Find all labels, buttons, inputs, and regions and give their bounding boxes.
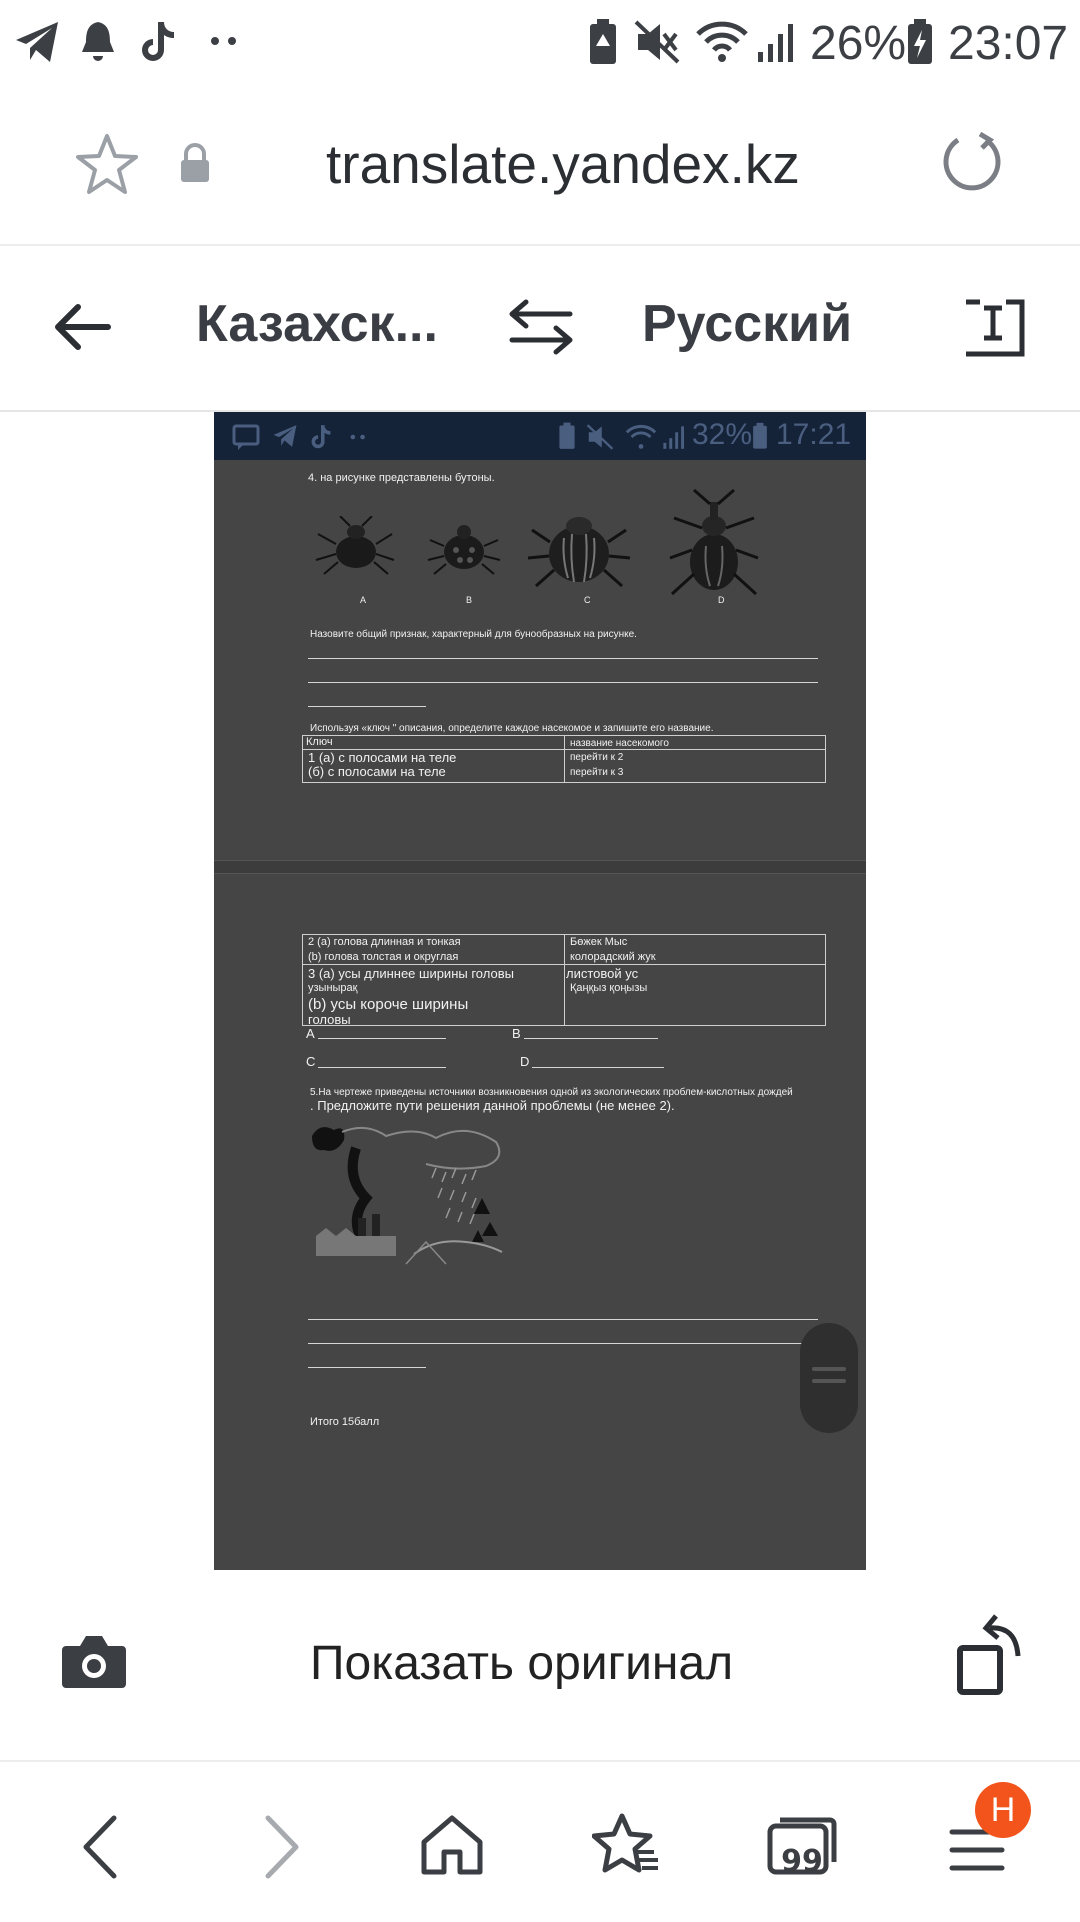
table-row-left: головы — [308, 1012, 351, 1027]
tiktok-icon — [310, 424, 332, 450]
document-status-bar — [214, 412, 866, 460]
battery-percent: 26% — [810, 17, 907, 70]
text-frame-icon[interactable] — [962, 298, 1026, 358]
answer-label-b: B — [512, 1026, 521, 1041]
reload-icon[interactable] — [940, 130, 1004, 194]
beetle-b-image — [424, 520, 504, 578]
key-instruction: Используя «ключ " описания, определите каждое насекомое и запишите его название. — [310, 723, 714, 734]
show-original-button[interactable]: Показать оригинал — [310, 1637, 734, 1690]
beetle-label-b: B — [466, 595, 473, 605]
table-divider — [564, 735, 565, 783]
translated-document[interactable] — [214, 412, 866, 1570]
star-bookmark-icon[interactable] — [74, 132, 140, 196]
telegram-icon — [272, 424, 298, 448]
table-row-right: листовой ус — [566, 966, 639, 981]
back-arrow-icon[interactable] — [52, 302, 112, 352]
table-row-right: колорадский жук — [570, 951, 656, 963]
table-header-insect-name: название насекомого — [570, 738, 669, 749]
mute-icon — [634, 20, 680, 64]
table-row-right: перейти к 3 — [570, 767, 624, 778]
answer-line — [308, 1319, 818, 1320]
question-5-title: 5.На чертеже приведены источники возникновения одной из экологических проблем-кислотных дождей — [310, 1087, 793, 1098]
target-language[interactable]: Русский — [642, 295, 853, 353]
clock: 23:07 — [948, 17, 1069, 70]
bell-icon — [78, 20, 118, 64]
tiktok-icon — [140, 20, 176, 64]
telegram-icon — [14, 20, 60, 64]
battery-charging-icon — [906, 18, 934, 66]
battery-saver-icon — [558, 422, 576, 450]
question-4-title: 4. на рисунке представлены бутоны. — [308, 472, 495, 484]
beetle-label-c: C — [584, 595, 591, 605]
answer-line — [308, 658, 818, 659]
total-score: Итого 15балл — [310, 1416, 380, 1428]
answer-line — [532, 1067, 664, 1068]
bookmarks-star-icon[interactable] — [592, 1812, 662, 1878]
table-row-left: 3 (а) усы длиннее ширины головы — [308, 966, 514, 981]
beetle-d-image — [664, 488, 764, 598]
forward-icon[interactable] — [262, 1814, 302, 1880]
answer-line — [524, 1038, 658, 1039]
lock-icon — [178, 142, 212, 184]
question-4-prompt: Назовите общий признак, характерный для бунообразных на рисунке. — [310, 629, 637, 640]
answer-label-a: A — [306, 1026, 315, 1041]
acid-rain-illustration — [306, 1118, 506, 1266]
chat-icon — [232, 424, 260, 450]
signal-icon — [756, 20, 796, 64]
table-row-right: Қаңқыз қоңызы — [570, 982, 648, 994]
more-dots-icon — [210, 36, 238, 46]
answer-line — [318, 1038, 446, 1039]
beetle-a-image — [312, 516, 398, 578]
more-dots-icon — [350, 434, 366, 440]
question-5-subtitle: . Предложите пути решения данной проблемы (не менее 2). — [310, 1098, 675, 1113]
status-bar — [0, 0, 1080, 86]
answer-line — [308, 1367, 426, 1368]
menu-notification-badge: Н — [975, 1782, 1031, 1838]
wifi-icon — [694, 20, 750, 64]
table-row-right: Бөжек Мыс — [570, 936, 628, 948]
answer-line — [308, 1343, 818, 1344]
table-row-left: (b) усы короче ширины — [308, 996, 469, 1013]
answer-label-c: C — [306, 1054, 316, 1069]
battery-saver-icon — [588, 18, 618, 66]
table-row-left: (b) голова толстая и округлая — [308, 951, 459, 963]
mute-icon — [586, 424, 614, 450]
url-text[interactable]: translate.yandex.kz — [326, 133, 800, 195]
language-bar — [0, 246, 1080, 412]
source-language[interactable]: Казахск... — [196, 295, 438, 353]
wifi-icon — [624, 424, 658, 450]
table-header-key: Ключ — [306, 736, 333, 748]
table-divider — [302, 964, 826, 965]
document-clock: 17:21 — [776, 418, 852, 451]
camera-icon[interactable] — [60, 1632, 128, 1690]
battery-icon — [752, 422, 768, 450]
beetle-label-a: A — [360, 595, 367, 605]
signal-icon — [662, 424, 686, 450]
home-icon[interactable] — [420, 1814, 484, 1876]
tabs-count: 99 — [781, 1844, 823, 1879]
scroll-handle-grip — [812, 1379, 846, 1383]
document-battery-percent: 32% — [692, 418, 753, 451]
beetle-label-d: D — [718, 595, 725, 605]
rotate-icon[interactable] — [956, 1612, 1030, 1696]
table-row-left: (б) с полосами на теле — [308, 764, 446, 779]
table-row-left: 2 (а) голова длинная и тонкая — [308, 936, 461, 948]
answer-line — [308, 706, 426, 707]
table-row-left: узынырақ — [308, 982, 358, 994]
page-separator — [214, 860, 866, 874]
bottom-navigation — [0, 1760, 1080, 1922]
answer-line — [318, 1067, 446, 1068]
scroll-handle[interactable] — [800, 1323, 858, 1433]
swap-languages-icon[interactable] — [504, 298, 578, 356]
back-icon[interactable] — [80, 1814, 120, 1880]
table-row-right: перейти к 2 — [570, 752, 624, 763]
answer-line — [308, 682, 818, 683]
scroll-handle-grip — [812, 1367, 846, 1371]
answer-label-d: D — [520, 1054, 530, 1069]
beetle-c-image — [526, 508, 632, 590]
table-divider — [564, 934, 565, 1026]
url-bar — [0, 86, 1080, 246]
table-row-left: 1 (a) с полосами на теле — [308, 750, 457, 765]
